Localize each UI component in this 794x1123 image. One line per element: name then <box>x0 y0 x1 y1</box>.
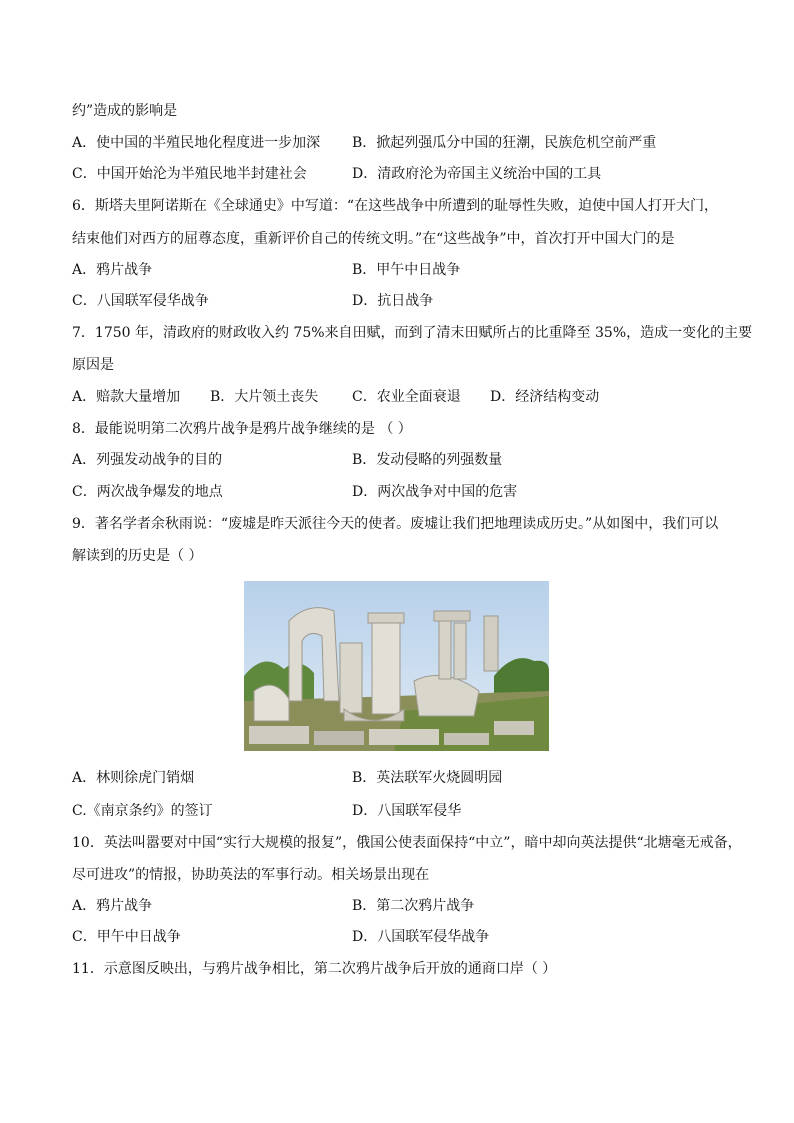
q10-stem-line2: 尽可进攻”的情报，协助英法的军事行动。相关场景出现在 <box>72 867 430 883</box>
q6-option-d[interactable]: D．抗日战争 <box>352 293 434 309</box>
q9-stem-line1: 9．著名学者余秋雨说：“废墟是昨天派往今天的使者。废墟让我们把地理读成历史。”从如图中，我们可以 <box>72 516 719 532</box>
rubble-stone <box>494 721 534 735</box>
q7-option-a[interactable]: A．赔款大量增加 <box>72 389 181 405</box>
distant-column <box>454 623 466 679</box>
q10-option-b[interactable]: B．第二次鸦片战争 <box>352 898 475 914</box>
q6-stem-line2: 结束他们对西方的屈尊态度，重新评价自己的传统文明。”在“这些战争”中，首次打开中国大门的是 <box>72 231 675 247</box>
q6-option-b[interactable]: B．甲午中日战争 <box>352 262 461 278</box>
q7-option-d[interactable]: D．经济结构变动 <box>490 389 600 405</box>
ruin-column <box>340 643 362 713</box>
yuanmingyuan-ruins-photo <box>244 581 549 751</box>
q9-option-a[interactable]: A．林则徐虎门销烟 <box>72 770 195 786</box>
ruin-capital <box>368 613 404 623</box>
q6-stem-line1: 6．斯塔夫里阿诺斯在《全球通史》中写道：“在这些战争中所遭到的耻辱性失败，迫使中国人打开大门， <box>72 198 719 214</box>
q9-option-d[interactable]: D．八国联军侵华 <box>352 803 462 819</box>
q9-option-b[interactable]: B．英法联军火烧圆明园 <box>352 770 503 786</box>
q10-option-d[interactable]: D．八国联军侵华战争 <box>352 929 490 945</box>
q7-option-c[interactable]: C．农业全面衰退 <box>352 389 461 405</box>
q5-option-a[interactable]: A．使中国的半殖民地化程度进一步加深 <box>72 135 321 151</box>
q5-option-c[interactable]: C．中国开始沦为半殖民地半封建社会 <box>72 166 307 182</box>
ruin-column <box>372 619 400 714</box>
q10-option-c[interactable]: C．甲午中日战争 <box>72 929 181 945</box>
rubble-stone <box>444 733 489 745</box>
distant-column <box>484 616 498 671</box>
q9-option-c[interactable]: C.《南京条约》的签订 <box>72 803 213 819</box>
q10-option-a[interactable]: A．鸦片战争 <box>72 898 153 914</box>
q10-stem-line1: 10．英法叫嚣要对中国“实行大规模的报复”，俄国公使表面保持“中立”，暗中却向英法提供“北塘毫无戒备， <box>72 835 742 851</box>
q7-stem-line1: 7．1750 年，清政府的财政收入约 75%来自田赋，而到了清末田赋所占的比重降至 35%，造成一变化的主要 <box>72 325 753 341</box>
distant-capital <box>434 611 470 621</box>
q7-option-b[interactable]: B．大片领土丧失 <box>210 389 319 405</box>
q6-option-c[interactable]: C．八国联军侵华战争 <box>72 293 209 309</box>
q5-option-d[interactable]: D．清政府沦为帝国主义统治中国的工具 <box>352 166 602 182</box>
q7-stem-line2: 原因是 <box>72 357 114 373</box>
q8-option-b[interactable]: B．发动侵略的列强数量 <box>352 452 503 468</box>
q5-option-b[interactable]: B．掀起列强瓜分中国的狂潮，民族危机空前严重 <box>352 135 657 151</box>
q8-option-a[interactable]: A．列强发动战争的目的 <box>72 452 223 468</box>
q6-option-a[interactable]: A．鸦片战争 <box>72 262 153 278</box>
q8-option-c[interactable]: C．两次战争爆发的地点 <box>72 484 223 500</box>
rubble-stone <box>249 726 309 744</box>
q5-tail: 约”造成的影响是 <box>72 103 178 119</box>
distant-column <box>439 619 451 679</box>
q8-stem: 8．最能说明第二次鸦片战争是鸦片战争继续的是 （ ） <box>72 421 412 437</box>
q11-stem: 11．示意图反映出，与鸦片战争相比，第二次鸦片战争后开放的通商口岸（ ） <box>72 961 557 977</box>
q8-option-d[interactable]: D．两次战争对中国的危害 <box>352 484 518 500</box>
q9-stem-line2: 解读到的历史是（ ） <box>72 548 203 564</box>
rubble-stone <box>314 731 364 745</box>
rubble-stone <box>369 729 439 745</box>
